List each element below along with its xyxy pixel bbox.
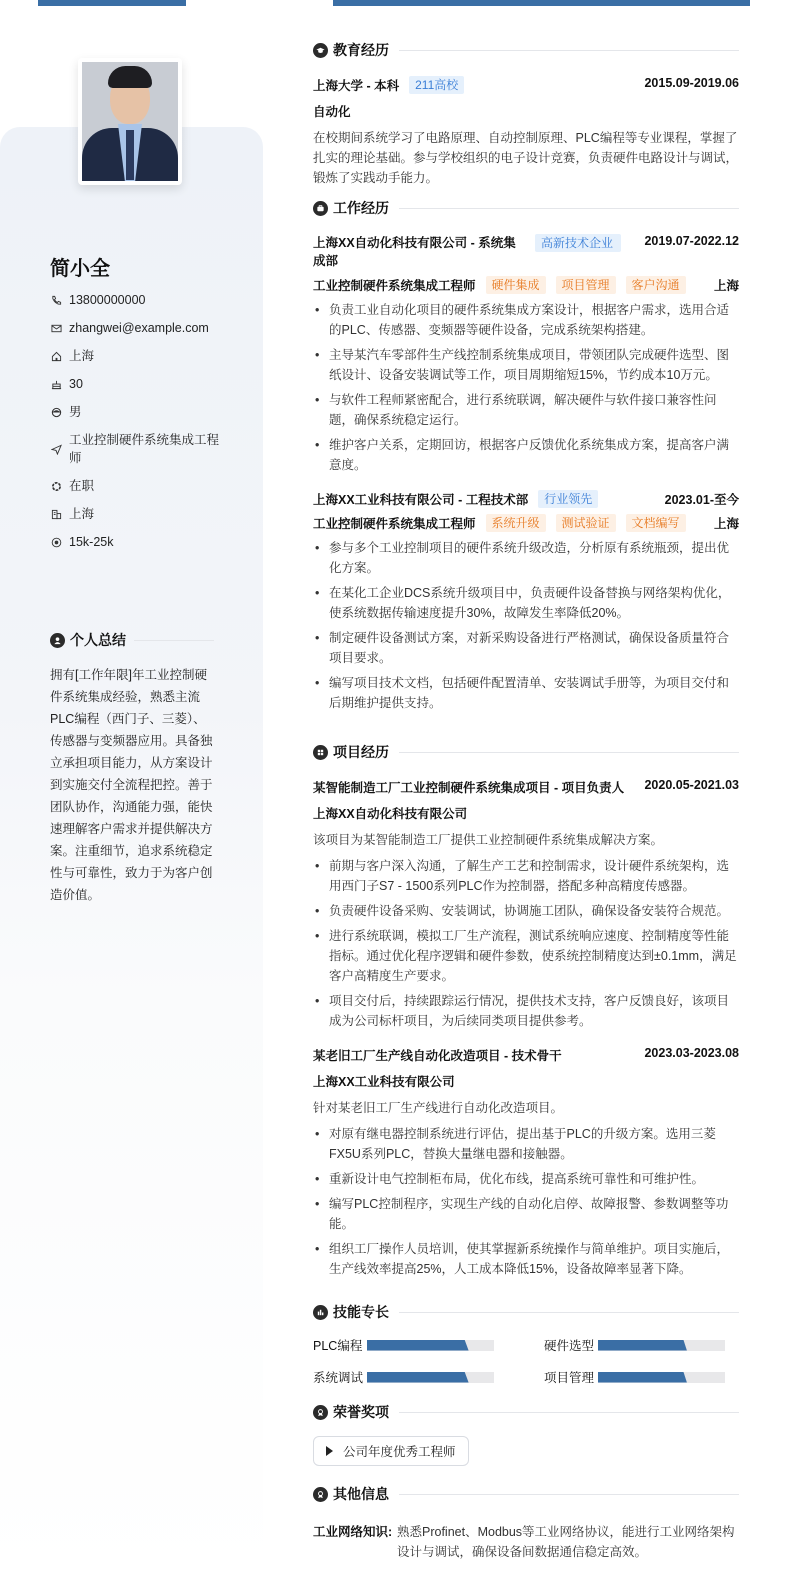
top-accent-bar-right xyxy=(333,0,750,6)
major: 自动化 xyxy=(313,105,351,119)
other-info-row: 工业网络知识: 熟悉Profinet、Modbus等工业网络协议，能进行工业网络架构设计与调试，确保设备间数据通信稳定高效。 xyxy=(313,1525,735,1559)
info-phone: 13800000000 xyxy=(50,291,230,309)
info-email: zhangwei@example.com xyxy=(50,319,230,337)
skill-tag: 客户沟通 xyxy=(626,276,686,294)
status-icon xyxy=(50,477,62,495)
info-location: 上海 xyxy=(50,347,230,365)
education-section-title: 教育经历 xyxy=(313,40,739,60)
work-bullets: • 负责工业自动化项目的硬件系统集成方案设计，根据客户需求，选用合适的PLC、传感器、变频器等硬件设备，完成系统架构搭建。 • 主导某汽车零部件生产线控制系统集成项目，带领团队完成硬件选型、图纸设计、设备安装调试等工作，项目周期缩短15%，节约成本10万元。 • 与软件工程师紧密配合，进行系统联调，解决硬件与软件接口兼容性问题，确保系统稳定运行。 • 维护客户关系，定期回访，根据客户反馈优化系统集成方案，提高客户满意度。 xyxy=(313,300,739,475)
age-icon xyxy=(50,375,62,393)
skills-section-title: 技能专长 xyxy=(313,1302,739,1322)
candidate-name: 简小全 xyxy=(50,258,110,280)
contact-info-list xyxy=(50,291,230,561)
gender-icon xyxy=(50,403,62,421)
graduation-cap-icon xyxy=(313,43,328,58)
info-age: 30 xyxy=(50,375,230,393)
home-icon xyxy=(50,347,62,365)
project-item xyxy=(313,778,739,1031)
skill-item: 硬件选型 xyxy=(544,1336,739,1354)
job-role: 工业控制硬件系统集成工程师 xyxy=(313,517,476,531)
bar-chart-icon xyxy=(313,1305,328,1320)
summary-text: 拥有[工作年限]年工业控制硬件系统集成经验，熟悉主流PLC编程（西门子、三菱）、传感器与变频器应用。具备独立承担项目能力，从方案设计到实施交付全流程把控。善于团队协作，沟通能力强，能快速理解客户需求并提供解决方案。注重细节，追求系统稳定性与可靠性，致力于为客户创造价值。 xyxy=(50,668,213,902)
main-content xyxy=(313,40,739,1562)
skill-tag: 系统升级 xyxy=(486,514,546,532)
send-icon xyxy=(50,431,62,467)
skill-tag: 项目管理 xyxy=(556,276,616,294)
work-date: 2023.01-至今 xyxy=(664,493,739,507)
awards-section-title: 荣誉奖项 xyxy=(313,1402,739,1422)
building-icon xyxy=(50,505,62,523)
skill-item: 项目管理 xyxy=(544,1368,739,1386)
company-name: 上海XX工业科技有限公司 - 工程技术部 xyxy=(313,493,529,507)
award-item[interactable]: 公司年度优秀工程师 xyxy=(313,1436,469,1466)
skill-tag: 文档编写 xyxy=(626,514,686,532)
skill-tag: 测试验证 xyxy=(556,514,616,532)
play-icon xyxy=(326,1446,333,1456)
info-gender: 男 xyxy=(50,403,230,421)
skill-bar xyxy=(598,1340,725,1351)
skill-bar xyxy=(367,1340,494,1351)
project-name: 某老旧工厂生产线自动化改造项目 - 技术骨干 xyxy=(313,1049,562,1063)
projects-section-title: 项目经历 xyxy=(313,742,739,762)
project-bullets: • 对原有继电器控制系统进行评估，提出基于PLC的升级方案。选用三菱FX5U系列PLC，替换大量继电器和接触器。 • 重新设计电气控制柜布局，优化布线，提高系统可靠性和可维护性。 • 编写PLC控制程序，实现生产线的自动化启停、故障报警、参数调整等功能。 • 组织工厂操作人员培训，使其掌握新系统操作与简单维护。项目实施后，生产线效率提高25%，人工成本降低15%，设备故障率显著下降。 xyxy=(313,1124,739,1279)
salary-icon xyxy=(50,533,62,551)
skill-item: PLC编程 xyxy=(313,1336,508,1354)
work-city: 上海 xyxy=(713,279,739,293)
company-name: 上海XX自动化科技有限公司 - 系统集成部 xyxy=(313,236,516,268)
avatar xyxy=(78,58,182,185)
job-role: 工业控制硬件系统集成工程师 xyxy=(313,279,476,293)
work-section-title: 工作经历 xyxy=(313,198,739,218)
work-city: 上海 xyxy=(713,517,739,531)
skills-grid xyxy=(313,1336,739,1386)
project-date: 2023.03-2023.08 xyxy=(644,1046,739,1060)
education-header xyxy=(313,76,739,94)
skill-item: 系统调试 xyxy=(313,1368,508,1386)
company-tag: 高新技术企业 xyxy=(535,234,621,252)
award-icon xyxy=(313,1405,328,1420)
education-desc: 在校期间系统学习了电路原理、自动控制原理、PLC编程等专业课程，掌握了扎实的理论基础。参与学校组织的电子设计竞赛，负责硬件电路设计与调试，锻炼了实践动手能力。 xyxy=(313,131,739,185)
top-accent-bar-left xyxy=(38,0,186,6)
company-tag: 行业领先 xyxy=(538,490,598,508)
school-tag: 211高校 xyxy=(409,76,464,94)
work-date: 2019.07-2022.12 xyxy=(644,234,739,248)
grid-icon xyxy=(313,745,328,760)
skill-tag: 硬件集成 xyxy=(486,276,546,294)
project-company: 上海XX工业科技有限公司 xyxy=(313,1075,455,1089)
work-item xyxy=(313,490,739,713)
skill-bar xyxy=(367,1372,494,1383)
info-salary: 15k-25k xyxy=(50,533,230,551)
project-name: 某智能制造工厂工业控制硬件系统集成项目 - 项目负责人 xyxy=(313,781,625,795)
user-icon xyxy=(50,633,65,648)
school-name: 上海大学 - 本科 xyxy=(313,79,400,93)
info-status: 在职 xyxy=(50,477,230,495)
phone-icon xyxy=(50,291,62,309)
info-job-target: 工业控制硬件系统集成工程师 xyxy=(50,431,230,467)
summary-section-title: 个人总结 xyxy=(50,630,214,650)
project-bullets: • 前期与客户深入沟通，了解生产工艺和控制需求，设计硬件系统架构，选用西门子S7 - 1500系列PLC作为控制器，搭配多种高精度传感器。 • 负责硬件设备采购、安装调试，协调施工团队，确保设备安装符合规范。 • 进行系统联调，模拟工厂生产流程，测试系统响应速度、控制精度等性能指标。通过优化程序逻辑和硬件参数，使系统控制精度达到±0.1mm，满足客户高精度生产要求。 • 项目交付后，持续跟踪运行情况，提供技术支持，客户反馈良好，该项目成为公司标杆项目，为后续同类项目提供参考。 xyxy=(313,856,739,1031)
other-section-title: 其他信息 xyxy=(313,1484,739,1504)
briefcase-icon xyxy=(313,201,328,216)
info-work-city: 上海 xyxy=(50,505,230,523)
work-item xyxy=(313,234,739,475)
project-desc: 针对某老旧工厂生产线进行自动化改造项目。 xyxy=(313,1101,564,1115)
education-date: 2015.09-2019.06 xyxy=(644,76,739,90)
project-date: 2020.05-2021.03 xyxy=(644,778,739,792)
project-desc: 该项目为某智能制造工厂提供工业控制硬件系统集成解决方案。 xyxy=(313,833,664,847)
skill-bar xyxy=(598,1372,725,1383)
project-item xyxy=(313,1046,739,1279)
work-bullets: • 参与多个工业控制项目的硬件系统升级改造，分析原有系统瓶颈，提出优化方案。 • 在某化工企业DCS系统升级项目中，负责硬件设备替换与网络架构优化，使系统数据传输速度提升30%，故障发生率降低20%。 • 制定硬件设备测试方案，对新采购设备进行严格测试，确保设备质量符合项目要求。 • 编写项目技术文档，包括硬件配置清单、安装调试手册等，为项目交付和后期维护提供支持。 xyxy=(313,538,739,713)
project-company: 上海XX自动化科技有限公司 xyxy=(313,807,468,821)
mail-icon xyxy=(50,319,62,337)
info-icon xyxy=(313,1487,328,1502)
